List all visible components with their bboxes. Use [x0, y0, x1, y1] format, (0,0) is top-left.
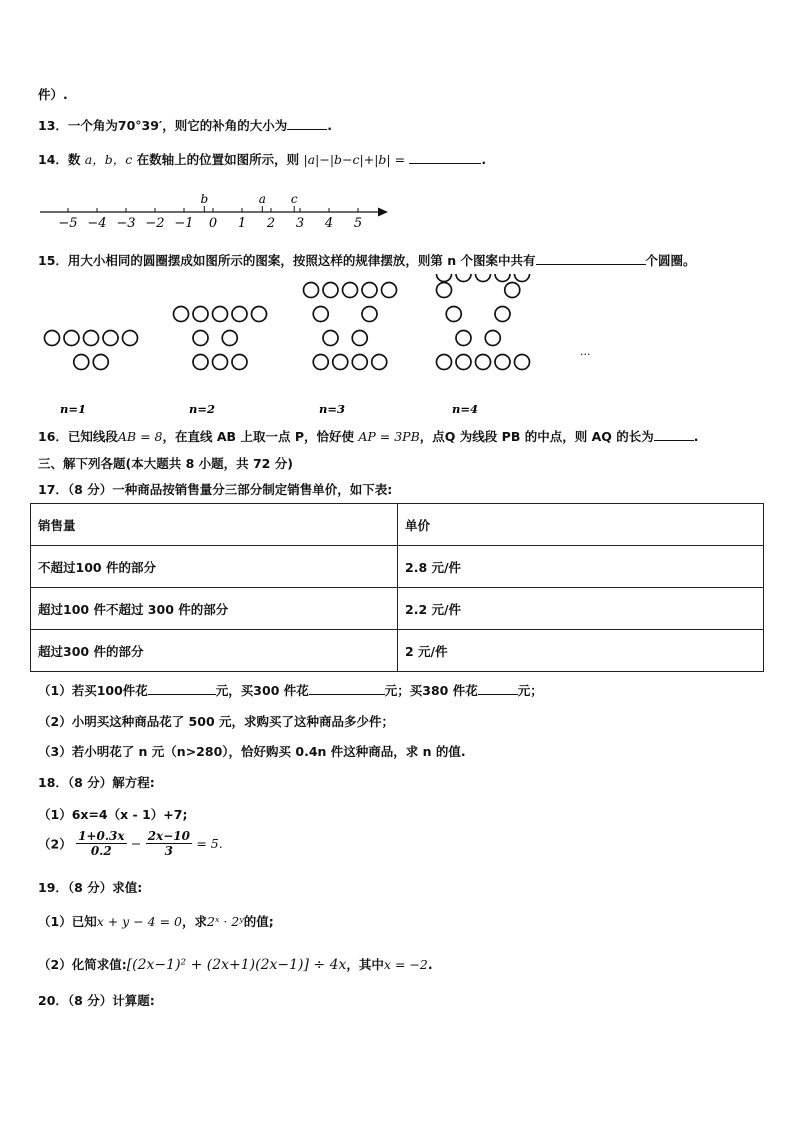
- fraction-denominator: 3: [164, 844, 174, 858]
- patterns-ellipsis: ···: [580, 348, 591, 361]
- table-header-cell: 销售量: [31, 504, 398, 546]
- pattern-circle: [362, 307, 377, 322]
- number-line-tick-label: 1: [237, 216, 247, 231]
- pattern-circle: [304, 283, 319, 298]
- pattern-circle: [313, 307, 328, 322]
- q16-part: 为线段: [459, 429, 498, 444]
- q15-answer-blank[interactable]: [536, 252, 646, 265]
- q19-p2-condition: x = −2: [383, 957, 428, 972]
- table-row: [31, 630, 764, 672]
- q17-p1-text: 元，买300 件花: [215, 683, 309, 698]
- q17-blank-100[interactable]: [148, 682, 216, 695]
- q18-part-1: （1）6x=4（x - 1）+7;: [38, 807, 188, 822]
- q16-segment-pb: PB: [501, 429, 521, 444]
- number-line-tick-label: 4: [324, 216, 334, 231]
- q16-point-q: Q: [444, 429, 456, 444]
- question-14: [38, 150, 486, 168]
- table-row: [31, 588, 764, 630]
- q14-answer-blank[interactable]: [409, 151, 481, 164]
- pattern-circle: [456, 331, 471, 346]
- q19-part-1: [38, 912, 274, 930]
- question-18-stem: 18．（8 分）解方程:: [38, 775, 155, 790]
- pattern-circle: [232, 355, 247, 370]
- pattern-circle: [232, 307, 247, 322]
- fraction-numerator: 2x−10: [147, 829, 190, 843]
- q18-minus: −: [130, 836, 142, 851]
- pattern-circle: [74, 355, 89, 370]
- pattern-circle: [313, 355, 328, 370]
- q19-p1-text: （1）已知: [38, 914, 97, 929]
- number-line-tick-label: −4: [87, 216, 107, 231]
- q13-end: .: [327, 118, 332, 133]
- pattern-circle: [495, 355, 510, 370]
- q17-p1-text: 元；: [517, 683, 543, 698]
- q16-part: 的中点，则: [524, 429, 588, 444]
- q18-fraction-1: [76, 829, 126, 858]
- pattern-label: n=2: [189, 402, 215, 416]
- pattern-circle: [495, 307, 510, 322]
- number-line-tick-label: 2: [266, 216, 276, 231]
- q19-p1-expression: 2ˣ · 2ʸ: [207, 914, 244, 929]
- q14-expression: |a|−|b−c|+|b| =: [303, 152, 406, 167]
- number-line-figure: [36, 188, 396, 234]
- question-15: [38, 251, 696, 269]
- question-19-stem: 19．（8 分）求值:: [38, 880, 143, 895]
- q17-part-1: [38, 681, 543, 699]
- pattern-circle: [193, 355, 208, 370]
- pattern-circle: [437, 283, 452, 298]
- q16-math-ab: AB = 8: [117, 429, 163, 444]
- q19-p2-expression: [(2x−1)² + (2x+1)(2x−1)] ÷ 4x: [126, 957, 347, 973]
- pattern-circle: [362, 283, 377, 298]
- pattern-circle: [476, 355, 491, 370]
- number-line-arrow: [378, 208, 388, 217]
- table-cell: 2 元/件: [398, 630, 764, 672]
- pattern-circle: [333, 355, 348, 370]
- pattern-2: [174, 307, 267, 417]
- q13-text: 13．一个角为70°39′，则它的补角的大小为: [38, 118, 288, 133]
- pattern-circle: [213, 307, 228, 322]
- table-row: [31, 546, 764, 588]
- q17-p1-text: 元；买380 件花: [384, 683, 478, 698]
- q18-fraction-2: [146, 829, 192, 858]
- number-line-tick-label: 0: [208, 216, 218, 231]
- q18-p2-label: （2）: [38, 836, 72, 852]
- q19-p1-equation: x + y − 4 = 0: [96, 914, 182, 929]
- number-line-tick-label: −5: [58, 216, 78, 231]
- pattern-circle: [323, 331, 338, 346]
- number-line-point-label: a: [258, 192, 266, 206]
- number-line-tick-label: −1: [174, 216, 194, 231]
- q16-part: 16．已知线段: [38, 429, 118, 444]
- q16-part: ，点: [419, 429, 445, 444]
- q16-part: 的长为: [616, 429, 654, 444]
- pattern-circle: [193, 331, 208, 346]
- pattern-circle: [495, 274, 510, 282]
- table-cell: 超过100 件不超过 300 件的部分: [31, 588, 398, 630]
- number-line-tick-label: 5: [353, 216, 363, 231]
- pattern-circle: [103, 331, 118, 346]
- q16-part: 上取一点: [240, 429, 291, 444]
- pattern-circle: [193, 307, 208, 322]
- pattern-4: [437, 274, 530, 416]
- pattern-circle: [485, 331, 500, 346]
- pattern-label: n=1: [60, 402, 86, 416]
- q16-line-ab: AB: [216, 429, 237, 444]
- pattern-circle: [476, 274, 491, 282]
- pattern-circle: [505, 283, 520, 298]
- pattern-circle: [382, 283, 397, 298]
- q14-end: .: [481, 152, 487, 167]
- number-line-point-label: b: [200, 192, 209, 206]
- table-cell: 2.8 元/件: [398, 546, 764, 588]
- pattern-label: n=4: [452, 402, 478, 416]
- question-17-stem: 17．（8 分）一种商品按销售量分三部分制定销售单价，如下表:: [38, 482, 393, 497]
- pattern-circle: [323, 283, 338, 298]
- q16-answer-blank[interactable]: [654, 428, 694, 441]
- fraction-numerator: 1+0.3x: [78, 829, 125, 843]
- question-13: [38, 116, 332, 134]
- pattern-circle: [213, 355, 228, 370]
- q17-blank-380[interactable]: [478, 682, 518, 695]
- pattern-circle: [437, 355, 452, 370]
- pattern-circle: [437, 274, 452, 282]
- q16-math-ap: AP = 3PB: [358, 429, 420, 444]
- q16-part: ，恰好使: [303, 429, 354, 444]
- q19-part-2: [38, 955, 433, 973]
- question-20-stem: 20．（8 分）计算题:: [38, 993, 155, 1008]
- pattern-circle: [252, 307, 267, 322]
- table-cell: 2.2 元/件: [398, 588, 764, 630]
- q13-answer-blank[interactable]: [287, 117, 327, 130]
- q15-text: 15．用大小相同的圆圈摆成如图所示的图案，按照这样的规律摆放，则第 n 个图案中共有: [38, 253, 536, 268]
- q17-blank-300[interactable]: [309, 682, 385, 695]
- q15-end: 个圆圈。: [645, 253, 696, 268]
- table-cell: 超过300 件的部分: [31, 630, 398, 672]
- q17-part-2: （2）小明买这种商品花了 500 元，求购买了这种商品多少件；: [38, 714, 394, 729]
- pattern-circle: [446, 307, 461, 322]
- pattern-circle: [352, 331, 367, 346]
- pattern-circle: [515, 274, 530, 282]
- q16-part: ，在直线: [162, 429, 213, 444]
- q19-p2-text: ，其中: [346, 957, 384, 972]
- pattern-circle: [456, 274, 471, 282]
- pattern-3: [304, 283, 397, 417]
- q16-end: .: [693, 429, 699, 444]
- continued-fragment: 件）.: [38, 87, 68, 102]
- table-header-cell: 单价: [398, 504, 764, 546]
- number-line-tick-label: 3: [295, 216, 305, 231]
- table-cell: 不超过100 件的部分: [31, 546, 398, 588]
- number-line-tick-label: −3: [116, 216, 136, 231]
- q19-p1-text: ，求: [181, 914, 207, 929]
- table-header-row: [31, 504, 764, 546]
- pattern-circle: [45, 331, 60, 346]
- pattern-circle: [93, 355, 108, 370]
- number-line-tick-label: −2: [145, 216, 165, 231]
- pattern-circle: [515, 355, 530, 370]
- q14-mid: 在数轴上的位置如图所示，则: [136, 152, 300, 167]
- price-table: [30, 503, 764, 672]
- q19-p2-end: .: [427, 957, 433, 972]
- pattern-label: n=3: [319, 402, 345, 416]
- q19-p1-text: 的值;: [243, 914, 274, 929]
- pattern-circle: [64, 331, 79, 346]
- pattern-circle: [343, 283, 358, 298]
- pattern-circle: [352, 355, 367, 370]
- pattern-circle: [123, 331, 138, 346]
- fraction-denominator: 0.2: [90, 844, 112, 858]
- q16-point-p: P: [294, 429, 304, 444]
- q18-rhs: = 5.: [196, 836, 223, 851]
- circle-patterns-figure: [30, 274, 610, 420]
- pattern-1: [45, 331, 138, 417]
- pattern-circle: [372, 355, 387, 370]
- q18-part-2: [38, 829, 223, 858]
- question-16: [38, 427, 699, 445]
- q17-part-3: （3）若小明花了 n 元（n>280），恰好购买 0.4n 件这种商品，求 n 的值.: [38, 744, 466, 759]
- pattern-circle: [456, 355, 471, 370]
- q16-segment-aq: AQ: [591, 429, 612, 444]
- number-line-point-label: c: [290, 192, 298, 206]
- pattern-circle: [84, 331, 99, 346]
- q19-p2-text: （2）化简求值:: [38, 957, 127, 972]
- q14-prefix: 14．数: [38, 152, 81, 167]
- section-3-heading: 三、解下列各题(本大题共 8 小题，共 72 分): [38, 456, 293, 471]
- pattern-circle: [222, 331, 237, 346]
- pattern-circle: [174, 307, 189, 322]
- q17-p1-text: （1）若买100件花: [38, 683, 148, 698]
- q14-vars: a，b，c: [84, 152, 133, 167]
